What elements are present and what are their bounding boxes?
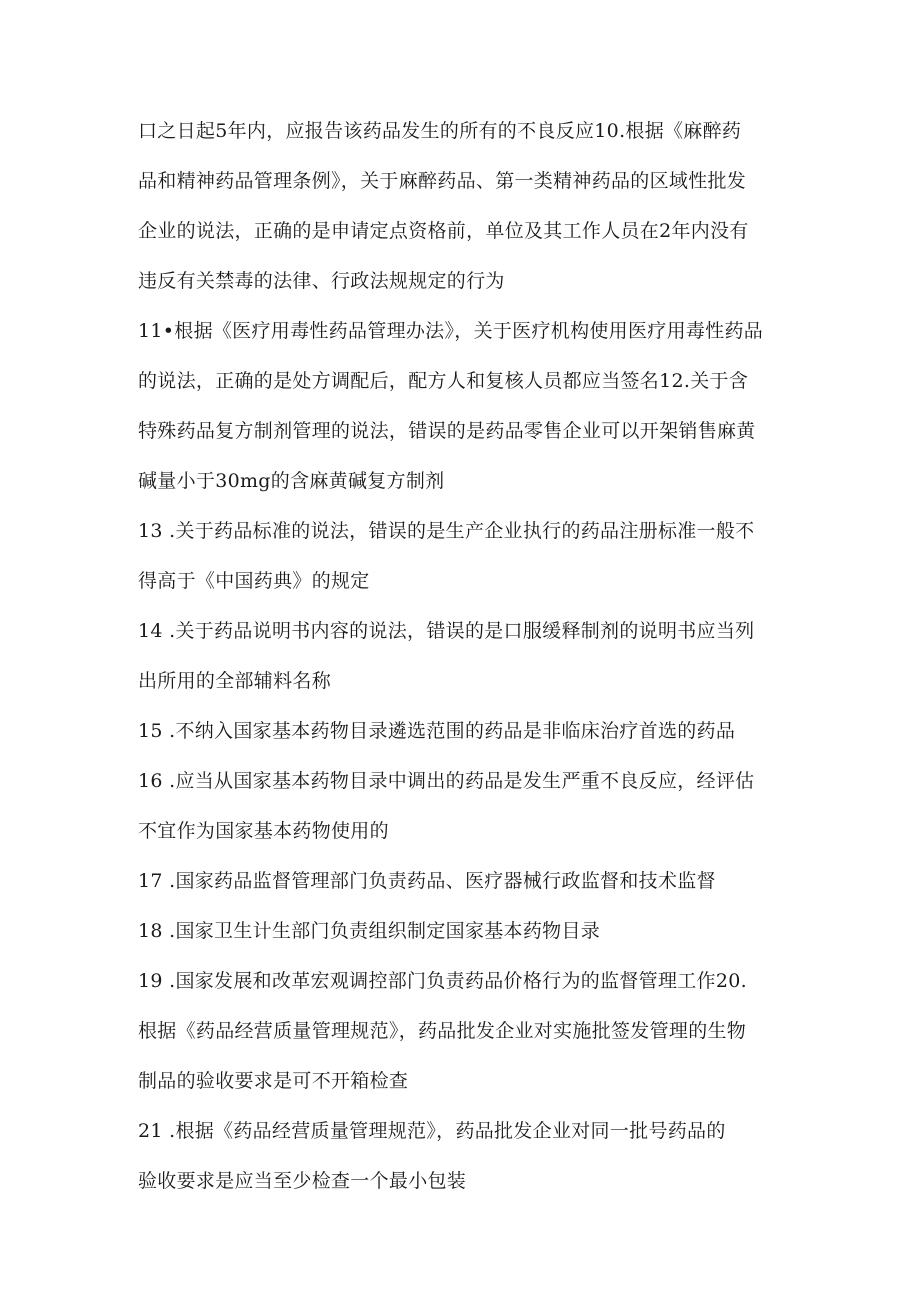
text-line: 碱量小于30mg的含麻黄碱复方制剂 <box>138 470 445 492</box>
text-line: 21 .根据《药品经营质量管理规范》，药品批发企业对同一批号药品的 <box>138 1120 726 1142</box>
text-line: 不宜作为国家基本药物使用的 <box>138 820 389 842</box>
text-line: 14 .关于药品说明书内容的说法，错误的是口服缓释制剂的说明书应当列 <box>138 620 755 642</box>
text-line: 口之日起5年内，应报告该药品发生的所有的不良反应10.根据《麻醉药 <box>138 120 742 142</box>
text-line: 品和精神药品管理条例》，关于麻醉药品、第一类精神药品的区域性批发 <box>138 170 747 192</box>
text-line: 根据《药品经营质量管理规范》，药品批发企业对实施批签发管理的生物 <box>138 1020 747 1042</box>
text-line: 得高于《中国药典》的规定 <box>138 570 370 592</box>
text-line: 15 .不纳入国家基本药物目录遴选范围的药品是非临床治疗首选的药品 <box>138 720 736 742</box>
text-line: 验收要求是应当至少检查一个最小包装 <box>138 1170 467 1192</box>
text-line: 13 .关于药品标准的说法，错误的是生产企业执行的药品注册标准一般不 <box>138 520 755 542</box>
text-line: 的说法，正确的是处方调配后，配方人和复核人员都应当签名12.关于含 <box>138 370 749 392</box>
document-body <box>138 106 788 1206</box>
text-line: 企业的说法，正确的是申请定点资格前，单位及其工作人员在2年内没有 <box>138 220 749 242</box>
text-line: 19 .国家发展和改革宏观调控部门负责药品价格行为的监督管理工作20. <box>138 970 747 992</box>
text-line: 17 .国家药品监督管理部门负责药品、医疗器械行政监督和技术监督 <box>138 870 716 892</box>
text-line: 特殊药品复方制剂管理的说法，错误的是药品零售企业可以开架销售麻黄 <box>138 420 756 442</box>
text-line: 18 .国家卫生计生部门负责组织制定国家基本药物目录 <box>138 920 601 942</box>
text-line: 16 .应当从国家基本药物目录中调出的药品是发生严重不良反应，经评估 <box>138 770 755 792</box>
text-line: 11•根据《医疗用毒性药品管理办法》，关于医疗机构使用医疗用毒性药品 <box>138 320 764 342</box>
text-line: 制品的验收要求是可不开箱检查 <box>138 1070 409 1092</box>
text-line: 违反有关禁毒的法律、行政法规规定的行为 <box>138 270 505 292</box>
text-line: 出所用的全部辅料名称 <box>138 670 332 692</box>
